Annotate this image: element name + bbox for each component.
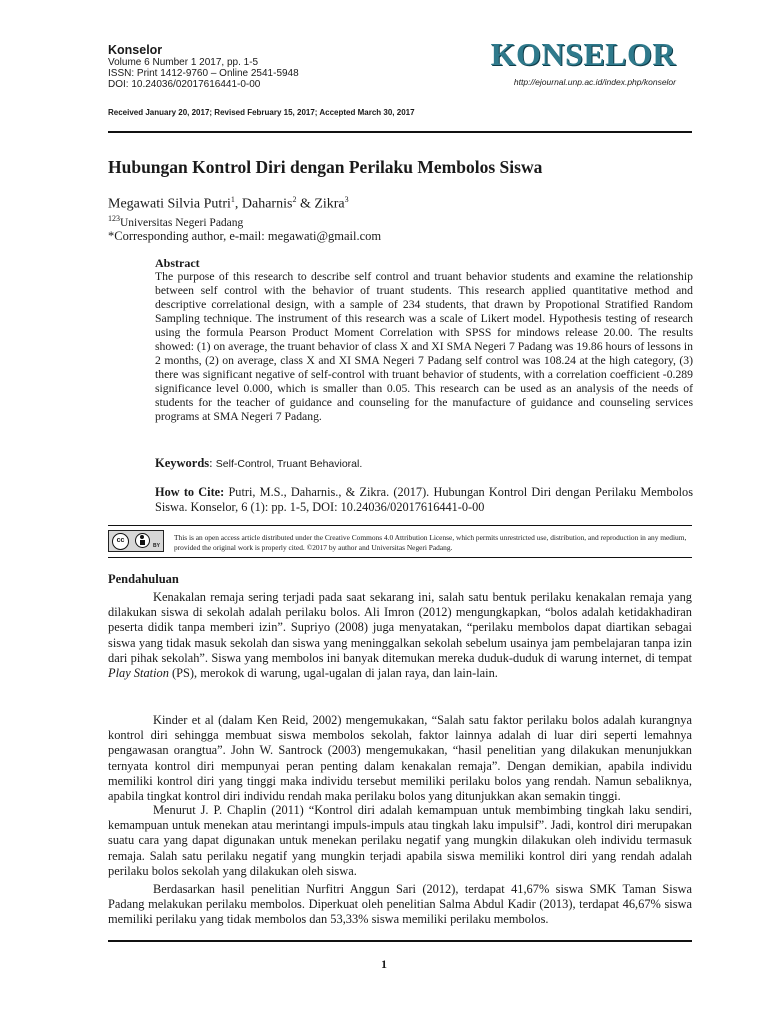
abstract-text: The purpose of this research to describe self control and truant behavior students and examine the relationship between self control with the behavior of truant students. This research applied quantitative method and descriptive correlational design, with a sample of 234 students, that drawn by Propotional Stratified Random Sampling technique. The instrument of this research was a scale of Likert model. Hypothesis testing of research using the formula Pearson Product Moment Correlation with SPSS for mindows release 20.00. The results showed: (1) on average, the truant behavior of class X and XI SMA Negeri 7 Padang was 19.86 hours of lessons in 2 months, (2) on average, class X and XI SMA Negeri 7 Padang self control was 108.24 at the high category, (3) there was significant negative of self-control with truant behavior of students, with a correlation coefficient -0.289 significance level 0.000, which is smaller than 0.05. This research can be used as an analysis of the needs of students for the teacher of guidance and counseling for the manufacture of guidance and counseling services programs at SMA Negeri 7 Padang. bbox=[155, 270, 693, 423]
how-to-cite-label: How to Cite: bbox=[155, 485, 225, 499]
author-sup: 1 bbox=[230, 195, 235, 204]
by-label: BY bbox=[153, 543, 160, 549]
journal-doi: DOI: 10.24036/02017616441-0-00 bbox=[108, 79, 261, 90]
header-divider bbox=[108, 131, 692, 133]
footer-divider bbox=[108, 940, 692, 942]
paragraph-text: Kenakalan remaja sering terjadi pada saat sekarang ini, salah satu bentuk perilaku kenakalan remaja yang dilakukan siswa di sekolah adalah perilaku bolos. Ali Imron (2012) mengungkapkan, “bolos adalah ketidakhadiran peserta didik tanpa memberi izin”. Supriyo (2008) juga menyatakan, “perilaku membolos dapat diartikan sebagai siswa yang tidak masuk sekolah dan siswa yang meninggalkan sekolah sebelum usainya jam pembelajaran tanpa izin dari pihak sekolah”. Siswa yang membolos ini banyak ditemukan mereka duduk-duduk di warung internet, di tempat bbox=[108, 590, 692, 665]
journal-issn: ISSN: Print 1412-9760 – Online 2541-5948 bbox=[108, 68, 299, 79]
author-sup: 3 bbox=[344, 195, 349, 204]
license-text: This is an open access article distributed under the Creative Commons 4.0 Attribution License, which permits unrestricted use, distribution, and reproduction in any medium, provided the original work is properly cited. ©2017 by author and Universitas Negeri Padang. bbox=[174, 533, 687, 552]
abstract-heading: Abstract bbox=[155, 256, 200, 270]
paragraph: Kinder et al (dalam Ken Reid, 2002) mengemukakan, “Salah satu faktor perilaku bolos adalah kurangnya kontrol diri sehingga membuat siswa membolos sekolah, faktor lainnya adalah di luar diri seperti lemahnya pengawasan orangtua”. John W. Santrock (2003) mengemukakan, “hasil penelitian yang dilakukan menunjukkan ternyata kontrol diri mempunyai peran penting dalam kenakalan remaja”. Dengan demikian, apabila individu memiliki kontrol diri yang tinggi maka individu tersebut memiliki perilaku bolos yang rendah. Namun sebaliknya, apabila tingkat kontrol diri individu rendah maka perilaku bolos yang ditunjukkan akan semakin tinggi. bbox=[108, 713, 692, 804]
keywords-value: Self-Control, Truant Behavioral. bbox=[215, 458, 363, 470]
affiliation bbox=[108, 214, 243, 229]
how-to-cite-text: Putri, M.S., Daharnis., & Zikra. (2017). Hubungan Kontrol Diri dengan Perilaku Membolos Siswa. Konselor, 6 (1): pp. 1-5, DOI: 10.24036/02017616441-0-00 bbox=[155, 485, 693, 514]
affiliation-sup: 123 bbox=[108, 214, 120, 223]
how-to-cite bbox=[155, 485, 693, 515]
article-title: Hubungan Kontrol Diri dengan Perilaku Membolos Siswa bbox=[108, 157, 543, 177]
author-name: Zikra bbox=[314, 196, 345, 212]
journal-volume: Volume 6 Number 1 2017, pp. 1-5 bbox=[108, 57, 259, 68]
journal-url[interactable]: http://ejournal.unp.ac.id/index.php/konselor bbox=[513, 77, 676, 87]
keywords: Keywords: Self-Control, Truant Behavioral. bbox=[155, 456, 363, 470]
affiliation-name: Universitas Negeri Padang bbox=[120, 216, 244, 229]
paragraph: Berdasarkan hasil penelitian Nurfitri Anggun Sari (2012), terdapat 41,67% siswa SMK Taman Siswa Padang melakukan perilaku membolos. Diperkuat oleh penelitian Salma Abdul Kadir (2013), terdapat 46,67% siswa memiliki perilaku yang tidak membolos dan 53,33% siswa memiliki perilaku membolos. bbox=[108, 882, 692, 927]
author-name: Daharnis bbox=[241, 196, 293, 212]
author-sup: 2 bbox=[292, 195, 297, 204]
page-number: 1 bbox=[381, 957, 387, 971]
cc-icon: cc bbox=[112, 533, 129, 550]
journal-name: Konselor bbox=[108, 43, 163, 57]
author-list: Megawati Silvia Putri$^1$, Daharnis$^2$ & Zikra$^3$ bbox=[108, 195, 349, 212]
license-divider-top bbox=[108, 525, 692, 526]
section-heading: Pendahuluan bbox=[108, 572, 179, 586]
person-icon bbox=[135, 533, 150, 548]
keywords-label: Keywords bbox=[155, 456, 210, 470]
paragraph-italic: Play Station bbox=[108, 666, 169, 681]
paragraph: Menurut J. P. Chaplin (2011) “Kontrol diri adalah kemampuan untuk membimbing tingkah laku sendiri, kemampuan untuk menekan atau merintangi impuls-impuls atau tingkah laku impulsif”. Jadi, kontrol diri merupakan suatu cara yang dapat digunakan untuk menekan perilaku negatif yang mungkin dilakukan oleh individu termasuk remaja. Salah satu perilaku negatif yang mungkin terjadi apabila siswa memiliki kontrol diri yang rendah adalah perilaku bolos sekolah yang dilakukan oleh siswa. bbox=[108, 803, 692, 878]
license-divider-bottom bbox=[108, 557, 692, 558]
cc-by-badge[interactable] bbox=[108, 530, 164, 552]
author-name: Megawati Silvia Putri bbox=[108, 196, 231, 212]
corresponding-author: *Corresponding author, e-mail: megawati@gmail.com bbox=[108, 229, 382, 243]
paragraph-text: (PS), merokok di warung, ugal-ugalan di jalan raya, dan lain-lain. bbox=[168, 666, 498, 681]
received-dates: Received January 20, 2017; Revised February 15, 2017; Accepted March 30, 2017 bbox=[108, 108, 415, 117]
paragraph bbox=[108, 590, 692, 681]
journal-logo: KONSELOR bbox=[490, 36, 676, 72]
